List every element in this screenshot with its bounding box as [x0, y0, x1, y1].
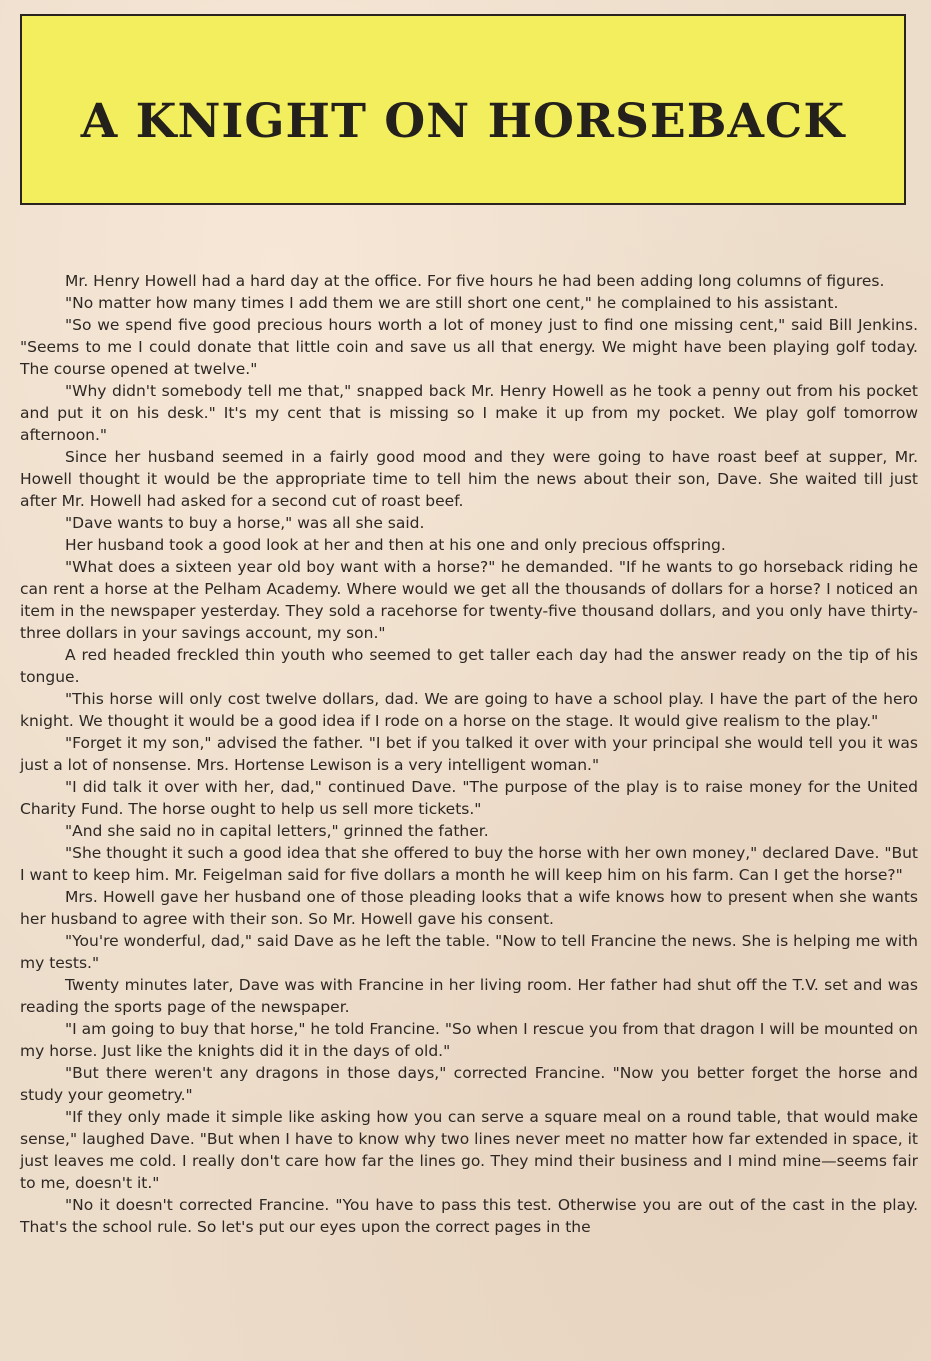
- paragraph: "She thought it such a good idea that she offered to buy the horse with her own money," declared Dave. "But I want to keep him. Mr. Feigelman said for five dollars a month he will keep him on his farm. Can I get the horse?": [20, 844, 918, 884]
- paragraph: "Forget it my son," advised the father. "I bet if you talked it over with your principal she would tell you it was just a lot of nonsense. Mrs. Hortense Lewison is a very intelligent woman.": [20, 734, 918, 774]
- paragraph: "So we spend five good precious hours worth a lot of money just to find one missing cent," said Bill Jenkins. "Seems to me I could donate that little coin and save us all that energy. We might have been playing golf today. The course opened at twelve.": [20, 316, 918, 378]
- story-title: A KNIGHT ON HORSEBACK: [80, 94, 846, 149]
- paragraph: "And she said no in capital letters," grinned the father.: [65, 822, 489, 840]
- paragraph: "No it doesn't corrected Francine. "You have to pass this test. Otherwise you are out of the cast in the play. That's the school rule. So let's put our eyes upon the correct pages in the: [20, 1196, 918, 1236]
- paragraph: A red headed freckled thin youth who seemed to get taller each day had the answer ready on the tip of his tongue.: [20, 646, 918, 686]
- paragraph: "If they only made it simple like asking how you can serve a square meal on a round table, that would make sense," laughed Dave. "But when I have to know why two lines never meet no matter how far extended in space, it just leaves me cold. I really don't care how far the lines go. They mind their business and I mind mine—seems fair to me, doesn't it.": [20, 1108, 918, 1192]
- paragraph: "What does a sixteen year old boy want with a horse?" he demanded. "If he wants to go horseback riding he can rent a horse at the Pelham Academy. Where would we get all the thousands of dollars for a horse? I noticed an item in the newspaper yesterday. They sold a racehorse for twenty-five thousand dollars, and you only have thirty-three dollars in your savings account, my son.": [20, 558, 918, 642]
- paragraph: "This horse will only cost twelve dollars, dad. We are going to have a school play. I have the part of the hero knight. We thought it would be a good idea if I rode on a horse on the stage. It would give realism to the play.": [20, 690, 918, 730]
- paragraph: Twenty minutes later, Dave was with Francine in her living room. Her father had shut off the T.V. set and was reading the sports page of the newspaper.: [20, 976, 918, 1016]
- paragraph: Mrs. Howell gave her husband one of those pleading looks that a wife knows how to present when she wants her husband to agree with their son. So Mr. Howell gave his consent.: [20, 888, 918, 928]
- paragraph: Mr. Henry Howell had a hard day at the office. For five hours he had been adding long columns of figures.: [65, 272, 885, 290]
- paragraph: "But there weren't any dragons in those days," corrected Francine. "Now you better forget the horse and study your geometry.": [20, 1064, 918, 1104]
- paragraph: "I did talk it over with her, dad," continued Dave. "The purpose of the play is to raise money for the United Charity Fund. The horse ought to help us sell more tickets.": [20, 778, 918, 818]
- paragraph: "No matter how many times I add them we are still short one cent," he complained to his assistant.: [65, 294, 839, 312]
- paragraph: "I am going to buy that horse," he told Francine. "So when I rescue you from that dragon I will be mounted on my horse. Just like the knights did it in the days of old.": [20, 1020, 918, 1060]
- paragraph: "Why didn't somebody tell me that," snapped back Mr. Henry Howell as he took a penny out from his pocket and put it on his desk." It's my cent that is missing so I make it up from my pocket. We play golf tomorrow afternoon.": [20, 382, 918, 444]
- paragraph: "You're wonderful, dad," said Dave as he left the table. "Now to tell Francine the news. She is helping me with my tests.": [20, 932, 918, 972]
- title-banner: [20, 14, 906, 205]
- paragraph: "Dave wants to buy a horse," was all she said.: [65, 514, 425, 532]
- story-body: [20, 270, 918, 1238]
- paragraph: Her husband took a good look at her and then at his one and only precious offspring.: [65, 536, 726, 554]
- paragraph: Since her husband seemed in a fairly good mood and they were going to have roast beef at supper, Mr. Howell thought it would be the appropriate time to tell him the news about their son, Dave. She waited till just after Mr. Howell had asked for a second cut of roast beef.: [20, 448, 918, 510]
